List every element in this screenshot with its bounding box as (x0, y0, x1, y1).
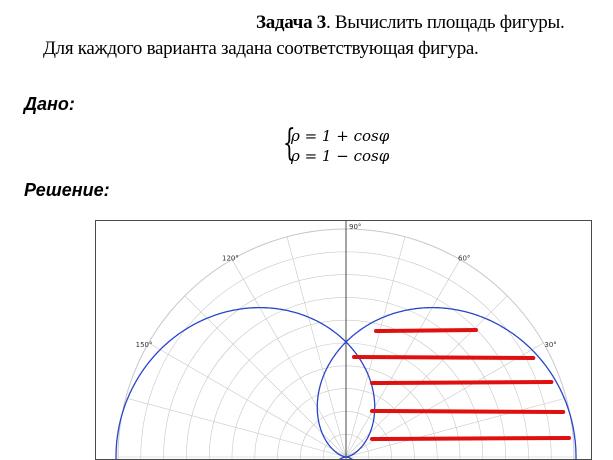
task-title (256, 12, 564, 34)
solution-heading: Решение: (24, 180, 110, 200)
grid-radial-line (346, 398, 566, 457)
grid-radial-line (346, 237, 405, 457)
task-title-text: . Вычислить площадь фигуры. (325, 12, 565, 33)
task-subtitle: Для каждого варианта задана соответствующая фигура. (43, 38, 479, 59)
hatch-stroke (354, 357, 533, 358)
angle-label: 150° (135, 341, 153, 349)
equation-1: ρ = 1 + cosφ (291, 127, 390, 145)
grid-radial-line (149, 343, 346, 457)
given-heading: Дано: (24, 94, 75, 114)
angle-label: 120° (222, 254, 239, 263)
angle-label: 60° (458, 254, 471, 263)
grid-radial-line (287, 237, 346, 457)
task-number: Задача 3 (256, 12, 326, 33)
angle-label: 90° (349, 223, 362, 231)
curve-rho-1-minus-cos (116, 308, 375, 460)
equation-2: ρ = 1 − cosφ (291, 147, 390, 165)
hatch-stroke (372, 382, 551, 383)
system-brace: { (283, 123, 296, 164)
hatch-stroke (372, 438, 569, 439)
grid-radial-line (126, 398, 346, 457)
hatch-stroke (372, 411, 563, 412)
angle-label: 30° (544, 341, 557, 349)
hatch-stroke (376, 330, 476, 331)
polar-chart (95, 220, 592, 460)
polar-chart-svg (96, 221, 592, 460)
grid-radial-line (232, 260, 346, 457)
